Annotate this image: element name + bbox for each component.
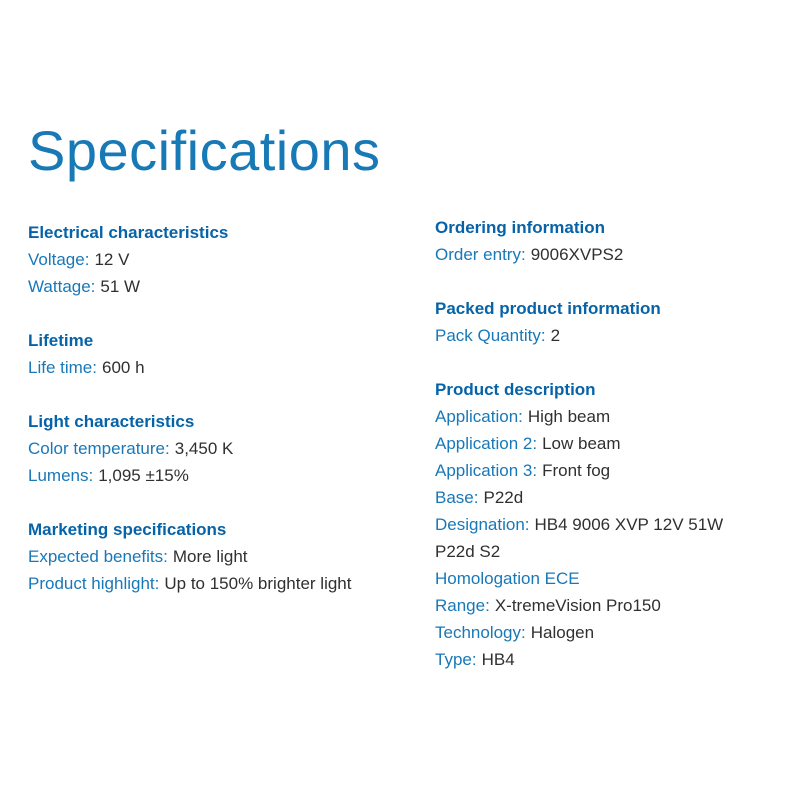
spec-label: Range: (435, 596, 490, 615)
spec-value: 2 (550, 326, 561, 345)
spec-value: P22d (483, 488, 524, 507)
spec-label: Technology: (435, 623, 526, 642)
spec-label: Designation: (435, 515, 530, 534)
spec-label: Homologation ECE (435, 569, 580, 588)
spec-row (28, 570, 435, 597)
spec-row (435, 592, 765, 619)
spec-row (28, 462, 435, 489)
spec-row (435, 619, 765, 646)
spec-value: HB4 (481, 650, 515, 669)
group-ordering-information (435, 214, 765, 268)
spec-row (435, 430, 765, 457)
spec-columns (28, 219, 782, 700)
spec-value: X-tremeVision Pro150 (494, 596, 661, 615)
spec-value: High beam (527, 407, 611, 426)
spec-column-right (435, 214, 765, 700)
spec-row (435, 241, 765, 268)
spec-label: Type: (435, 650, 477, 669)
spec-label: Application 2: (435, 434, 538, 453)
spec-value: 51 W (100, 277, 141, 296)
spec-value: More light (172, 547, 248, 566)
spec-label: Order entry: (435, 245, 526, 264)
spec-label: Voltage: (28, 250, 90, 269)
spec-row (28, 273, 435, 300)
spec-row-homologation (435, 565, 765, 592)
spec-label: Color temperature: (28, 439, 170, 458)
spec-value: Low beam (542, 434, 621, 453)
spec-value: Front fog (542, 461, 611, 480)
spec-column-left (28, 219, 435, 700)
spec-value: Halogen (530, 623, 595, 642)
group-heading: Ordering information (435, 218, 605, 237)
spec-label: Application: (435, 407, 523, 426)
spec-value: HB4 9006 XVP 12V 51W P22d S2 (435, 515, 724, 561)
group-lifetime (28, 327, 435, 381)
group-marketing-specifications (28, 516, 435, 597)
page-title: Specifications (28, 119, 381, 182)
spec-label: Product highlight: (28, 574, 160, 593)
spec-label: Expected benefits: (28, 547, 168, 566)
spec-row (28, 543, 435, 570)
spec-value: 9006XVPS2 (530, 245, 624, 264)
group-electrical-characteristics (28, 219, 435, 300)
spec-row (435, 403, 765, 430)
spec-label: Wattage: (28, 277, 96, 296)
spec-value: 600 h (101, 358, 145, 377)
spec-label: Pack Quantity: (435, 326, 546, 345)
group-heading: Product description (435, 380, 596, 399)
spec-label: Base: (435, 488, 479, 507)
spec-row (28, 354, 435, 381)
spec-label: Life time: (28, 358, 97, 377)
group-heading: Electrical characteristics (28, 223, 229, 242)
spec-value: 1,095 ±15% (98, 466, 189, 485)
group-product-description (435, 376, 765, 673)
spec-value: 3,450 K (174, 439, 234, 458)
group-packed-product-information (435, 295, 765, 349)
spec-label: Lumens: (28, 466, 94, 485)
spec-row (28, 435, 435, 462)
spec-row (435, 646, 765, 673)
spec-row (28, 246, 435, 273)
group-heading: Marketing specifications (28, 520, 227, 539)
group-light-characteristics (28, 408, 435, 489)
group-heading: Light characteristics (28, 412, 195, 431)
spec-row (435, 484, 765, 511)
spec-row (435, 457, 765, 484)
spec-row (435, 511, 765, 565)
spec-value: Up to 150% brighter light (164, 574, 352, 593)
spec-value: 12 V (94, 250, 130, 269)
spec-label: Application 3: (435, 461, 538, 480)
group-heading: Lifetime (28, 331, 94, 350)
spec-row (435, 322, 765, 349)
group-heading: Packed product information (435, 299, 661, 318)
